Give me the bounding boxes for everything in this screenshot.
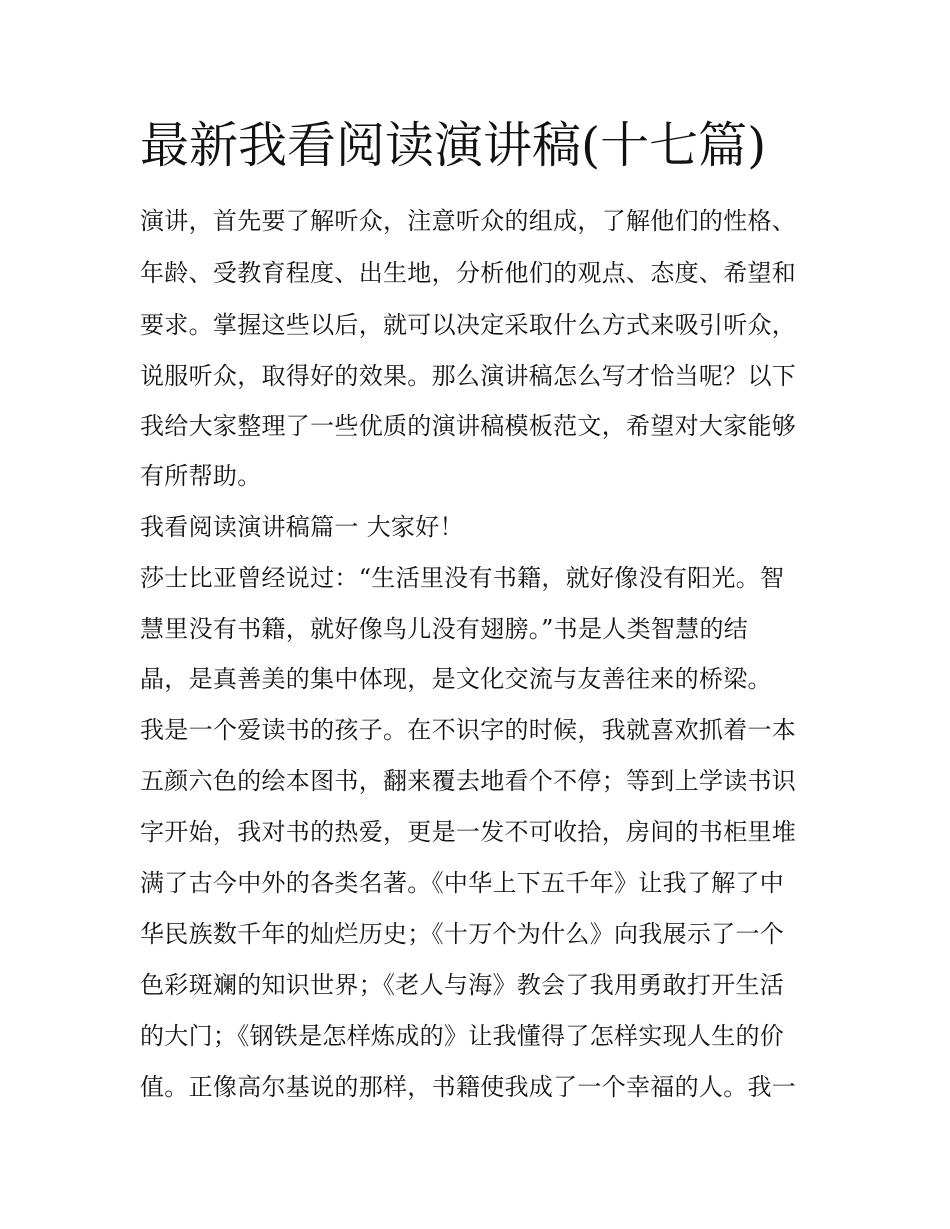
section-heading: 我看阅读演讲稿篇一 大家好！ [140, 513, 464, 541]
document-title: 最新我看阅读演讲稿(十七篇) [140, 117, 767, 174]
text-line: 五颜六色的绘本图书，翻来覆去地看个不停；等到上学读书识 [140, 767, 797, 795]
text-line: 我是一个爱读书的孩子。在不识字的时候，我就喜欢抓着一本 [140, 716, 797, 744]
text-line: 年龄、受教育程度、出生地，分析他们的观点、态度、希望和 [140, 259, 797, 287]
text-line: 我给大家整理了一些优质的演讲稿模板范文，希望对大家能够 [140, 412, 797, 440]
text-line: 华民族数千年的灿烂历史；《十万个为什么》向我展示了一个 [140, 920, 785, 948]
text-line: 慧里没有书籍，就好像鸟儿没有翅膀。”书是人类智慧的结 [140, 615, 749, 643]
text-line: 满了古今中外的各类名著。《中华上下五千年》让我了解了中 [140, 869, 785, 897]
text-line: 要求。掌握这些以后，就可以决定采取什么方式来吸引听众， [140, 311, 797, 339]
text-line: 字开始，我对书的热爱，更是一发不可收拾，房间的书柜里堆 [140, 818, 797, 846]
text-line: 莎士比亚曾经说过：“生活里没有书籍，就好像没有阳光。智 [140, 564, 785, 592]
text-line: 值。正像高尔基说的那样，书籍使我成了一个幸福的人。我一 [140, 1073, 797, 1101]
text-line: 说服听众，取得好的效果。那么演讲稿怎么写才恰当呢？以下 [140, 362, 797, 390]
text-line: 演讲，首先要了解听众，注意听众的组成，了解他们的性格、 [140, 207, 797, 235]
text-line: 的大门；《钢铁是怎样炼成的》让我懂得了怎样实现人生的价 [140, 1022, 785, 1050]
text-line: 晶，是真善美的集中体现，是文化交流与友善往来的桥梁。 [140, 665, 772, 693]
text-line: 色彩斑斓的知识世界；《老人与海》教会了我用勇敢打开生活 [140, 971, 785, 999]
text-line: 有所帮助。 [140, 462, 262, 490]
